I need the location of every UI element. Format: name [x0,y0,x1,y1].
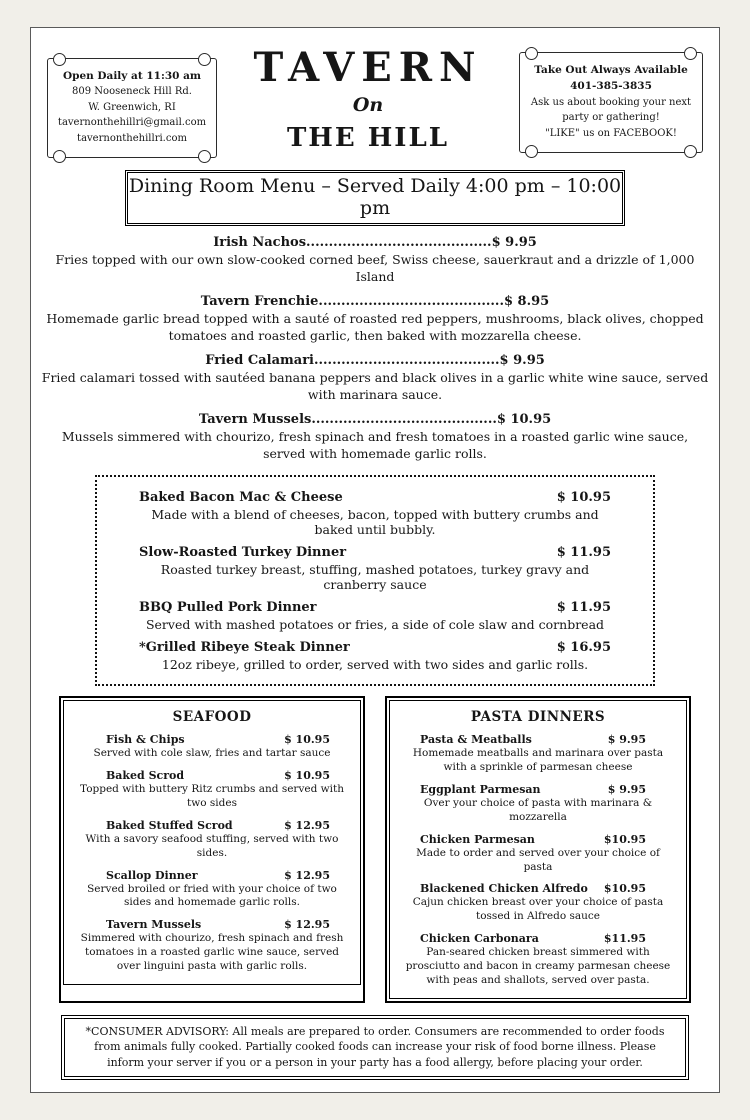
menu-item [139,490,611,537]
item-description: 12oz ribeye, grilled to order, served with two sides and garlic rolls. [161,657,589,673]
item-price: $ 12.95 [284,868,330,882]
item-description: Homemade garlic bread topped with a sauté of roasted red peppers, mushrooms, black olives, chopped tomatoes and roasted garlic, then baked with mozzarella cheese. [46,311,704,343]
menu-item [39,235,711,285]
item-name: Baked Bacon Mac & Cheese [139,490,343,506]
restaurant-title [217,42,519,153]
menu-item-title [139,545,611,560]
seafood-section [59,696,365,1002]
dotted-leader: ......................................... [306,235,492,251]
seafood-section-inner [63,700,361,985]
item-description: Homemade meatballs and marinara over pasta with a sprinkle of parmesan cheese [412,747,664,774]
item-description: Fries topped with our own slow-cooked corned beef, Swiss cheese, sauerkraut and a drizzle of 1,000 Island [55,252,695,284]
hours-text: Open Daily at 11:30 am [62,70,202,82]
item-price: $10.95 [603,882,646,896]
item-description: Simmered with chourizo, fresh spinach and fresh tomatoes in a roasted garlic wine sauce, served over linguini pasta with garlic rolls. [80,932,344,972]
item-name: Scallop Dinner [106,868,198,882]
item-name: Pasta & Meatballs [420,733,532,747]
dinner-specials-box [95,475,655,686]
website-text: tavernonthehillri.com [77,132,187,144]
scroll-curl-icon [525,145,538,158]
menu-item-title [64,918,360,931]
item-price: $ 9.95 [491,235,537,251]
scroll-curl-icon [198,150,211,163]
item-description: Served with cole slaw, fries and tartar sauce [93,747,331,760]
address-line-2: W. Greenwich, RI [88,101,176,113]
item-description: Served broiled or fried with your choice of two sides and homemade garlic rolls. [87,882,337,909]
seafood-heading: SEAFOOD [172,709,252,726]
dotted-leader: ......................................... [313,353,500,369]
item-description: Topped with buttery Ritz crumbs and served with two sides [80,783,344,809]
header [31,36,719,158]
item-description: Pan-seared chicken breast simmered with prosciutto and bacon in creamy parmesan cheese with peas and shallots, served over pasta. [405,946,671,986]
booking-line-1: Ask us about booking your next [530,96,692,108]
menu-item-title [39,412,711,427]
menu-item [64,869,360,911]
menu-item [39,412,711,462]
menu-item-title [390,833,686,846]
item-description: Made with a blend of cheeses, bacon, topped with buttery crumbs and baked until bubbly. [151,507,599,538]
item-price: $10.95 [603,832,646,846]
pasta-section [385,696,691,1002]
scroll-curl-icon [684,145,697,158]
menu-item [390,882,686,924]
menu-columns [31,696,719,1002]
item-name: *Grilled Ribeye Steak Dinner [139,640,350,656]
dotted-leader: ......................................... [311,412,497,428]
item-name: Tavern Mussels [106,918,202,932]
menu-item-title [139,600,611,615]
pasta-section-inner [389,700,687,998]
item-name: Slow-Roasted Turkey Dinner [139,545,347,561]
phone-number: 401-385-3835 [570,80,652,93]
item-description: Fried calamari tossed with sautéed banana peppers and black olives in a garlic white wine sauce, served with marinara sauce. [41,370,709,402]
takeout-text: Take Out Always Available [534,64,688,76]
menu-item-title [390,932,686,945]
takeout-info-scroll [519,52,703,153]
item-name: Irish Nachos [213,235,307,251]
contact-info-scroll [47,58,217,158]
item-price: $ 10.95 [496,412,552,428]
menu-item [390,833,686,875]
pasta-heading: PASTA DINNERS [470,709,606,726]
appetizers-section [31,235,719,462]
item-price: $ 12.95 [284,918,330,932]
item-price: $ 10.95 [284,769,330,783]
item-name: Eggplant Parmesan [420,782,541,796]
title-on: On [352,94,384,116]
booking-line-2: party or gathering! [562,112,660,124]
scroll-curl-icon [684,47,697,60]
item-name: Baked Stuffed Scrod [106,818,233,832]
item-price: $ 11.95 [556,600,611,616]
item-price: $ 10.95 [556,490,611,506]
consumer-advisory-box [61,1015,689,1080]
item-name: Tavern Frenchie [200,294,319,310]
menu-item [64,733,360,761]
item-price: $ 12.95 [284,818,330,832]
item-description: Mussels simmered with chourizo, fresh spinach and fresh tomatoes in a roasted garlic wine sauce, served with homemade garlic rolls. [61,429,689,461]
menu-item [390,783,686,825]
item-price: $ 9.95 [607,733,646,747]
item-price: $11.95 [603,932,646,946]
menu-item [139,545,611,592]
menu-item [139,640,611,672]
menu-banner: Dining Room Menu – Served Daily 4:00 pm – 10:00 pm [125,170,625,226]
menu-item-title [139,490,611,505]
item-price: $ 16.95 [556,640,611,656]
item-description: Over your choice of pasta with marinara & mozzarella [423,796,653,823]
scroll-curl-icon [53,150,66,163]
item-name: Fried Calamari [205,353,314,369]
item-name: Baked Scrod [106,769,185,783]
item-name: Chicken Parmesan [420,832,535,846]
scroll-curl-icon [525,47,538,60]
scroll-curl-icon [53,53,66,66]
menu-item-title [139,640,611,655]
item-price: $ 8.95 [503,294,550,310]
item-price: $ 11.95 [556,545,611,561]
item-name: Blackened Chicken Alfredo [420,882,588,896]
item-description: Served with mashed potatoes or fries, a side of cole slaw and cornbread [145,617,605,633]
menu-item-title [64,819,360,832]
menu-item [390,932,686,988]
item-price: $ 9.95 [499,353,545,369]
title-the-hill: THE HILL [286,123,450,153]
menu-item [139,600,611,632]
menu-item [390,733,686,775]
item-description: Made to order and served over your choice of pasta [416,846,660,873]
item-description: Roasted turkey breast, stuffing, mashed potatoes, turkey gravy and cranberry sauce [160,562,590,593]
scroll-curl-icon [198,53,211,66]
menu-item-title [64,733,360,746]
menu-item-title [64,769,360,782]
address-line-1: 809 Nooseneck Hill Rd. [72,86,192,98]
title-tavern: TAVERN [253,44,483,91]
menu-item [64,918,360,974]
menu-item [39,294,711,344]
item-description: Cajun chicken breast over your choice of pasta tossed in Alfredo sauce [412,896,664,923]
consumer-advisory-text: *CONSUMER ADVISORY: All meals are prepared to order. Consumers are recommended to order foods from animals fully cooked. Partially cooked foods can increase your risk of food borne illness. Please inform your server if you or a person in your party has a food allergy, before placing your order. [64,1018,686,1077]
menu-item-title [39,353,711,368]
menu-item-title [64,869,360,882]
dotted-leader: ......................................... [318,294,504,310]
item-price: $ 9.95 [607,782,646,796]
menu-item-title [390,882,686,895]
item-name: Fish & Chips [106,733,185,747]
facebook-text: "LIKE" us on FACEBOOK! [545,127,677,139]
email-text: tavernonthehillri@gmail.com [57,117,207,129]
menu-item-title [390,783,686,796]
item-name: Chicken Carbonara [420,932,539,946]
menu-page [30,27,720,1093]
item-description: With a savory seafood stuffing, served with two sides. [85,832,339,859]
item-name: BBQ Pulled Pork Dinner [139,600,317,616]
menu-item-title [39,235,711,250]
item-name: Tavern Mussels [198,412,312,428]
menu-item [64,819,360,861]
menu-item [39,353,711,403]
menu-item [64,769,360,811]
item-price: $ 10.95 [284,733,330,747]
menu-item-title [390,733,686,746]
menu-item-title [39,294,711,309]
